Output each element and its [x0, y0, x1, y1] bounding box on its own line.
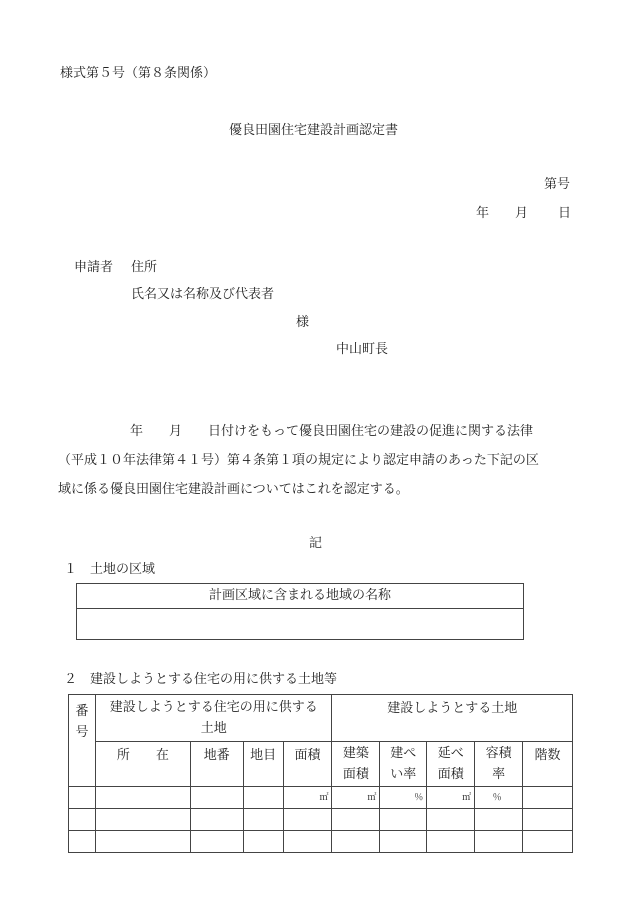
- coverage-ratio-header: 建ぺ い率: [380, 742, 427, 787]
- table-cell[interactable]: [69, 787, 96, 809]
- table-cell[interactable]: [523, 809, 573, 831]
- table-cell[interactable]: [523, 787, 573, 809]
- document-number-label: 第号: [544, 177, 571, 192]
- number-header: 番 号: [69, 695, 96, 787]
- table-cell[interactable]: [523, 831, 573, 853]
- table-cell[interactable]: [95, 787, 190, 809]
- table-cell[interactable]: [427, 831, 475, 853]
- building-area-header: 建築 面積: [332, 742, 380, 787]
- table-cell[interactable]: [95, 809, 190, 831]
- section-1-heading: １ 土地の区域: [64, 562, 156, 577]
- issuer-name: 中山町長: [336, 342, 389, 357]
- floor-area-ratio-header: 容積 率: [475, 742, 523, 787]
- table-cell[interactable]: [190, 787, 243, 809]
- body-line-3: 域に係る優良田園住宅建設計画についてはこれを認定する。: [58, 482, 409, 497]
- area-unit[interactable]: ㎡: [283, 787, 332, 809]
- form-number: 様式第５号（第８条関係）: [60, 66, 217, 81]
- table-cell[interactable]: [332, 809, 380, 831]
- ki-heading: 記: [309, 536, 323, 551]
- table-cell[interactable]: [332, 831, 380, 853]
- honorific: 様: [296, 315, 310, 330]
- document-title: 優良田園住宅建設計画認定書: [229, 123, 399, 138]
- table-row: [69, 787, 573, 809]
- location-header: 所 在: [95, 742, 190, 787]
- table-cell[interactable]: [243, 787, 283, 809]
- table-row: [69, 809, 573, 831]
- area-header: 面積: [283, 742, 332, 787]
- table-cell[interactable]: [475, 831, 523, 853]
- land-area-table: [76, 583, 524, 640]
- total-floor-area-header: 延べ 面積: [427, 742, 475, 787]
- applicant-label: 申請者: [74, 260, 114, 275]
- table-cell[interactable]: [243, 831, 283, 853]
- total-floor-unit[interactable]: ㎡: [427, 787, 475, 809]
- table-cell[interactable]: [243, 809, 283, 831]
- area-name-cell[interactable]: [77, 609, 524, 640]
- far-unit[interactable]: ％: [475, 787, 523, 809]
- table-cell[interactable]: [69, 831, 96, 853]
- body-line-2: （平成１０年法律第４１号）第４条第１項の規定により認定申請のあった下記の区: [58, 453, 539, 468]
- date-year-label: 年: [476, 206, 490, 221]
- table-cell[interactable]: [283, 831, 332, 853]
- coverage-unit[interactable]: ％: [380, 787, 427, 809]
- date-month-label: 月: [515, 206, 529, 221]
- body-line-1: 年 月 日付けをもって優良田園住宅の建設の促進に関する法律: [130, 424, 534, 439]
- table-cell[interactable]: [190, 809, 243, 831]
- land-details-table: [68, 694, 573, 853]
- address-label: 住所: [131, 260, 158, 275]
- name-label: 氏名又は名称及び代表者: [131, 287, 275, 302]
- land-for-housing-group-header: 建設しようとする住宅の用に供する 土地: [95, 695, 332, 742]
- table-cell[interactable]: [95, 831, 190, 853]
- table-cell[interactable]: [69, 809, 96, 831]
- lot-number-header: 地番: [190, 742, 243, 787]
- date-day-label: 日: [558, 206, 572, 221]
- building-area-unit[interactable]: ㎡: [332, 787, 380, 809]
- table-cell[interactable]: [380, 831, 427, 853]
- table-cell[interactable]: [475, 809, 523, 831]
- floors-header: 階数: [523, 742, 573, 787]
- table-cell[interactable]: [190, 831, 243, 853]
- table-cell[interactable]: [380, 809, 427, 831]
- table-cell[interactable]: [427, 809, 475, 831]
- area-name-header: 計画区域に含まれる地域の名称: [77, 584, 524, 609]
- land-category-header: 地目: [243, 742, 283, 787]
- table-cell[interactable]: [283, 809, 332, 831]
- table-row: [69, 831, 573, 853]
- land-to-build-group-header: 建設しようとする土地: [332, 695, 573, 742]
- section-2-heading: ２ 建設しようとする住宅の用に供する土地等: [64, 672, 338, 687]
